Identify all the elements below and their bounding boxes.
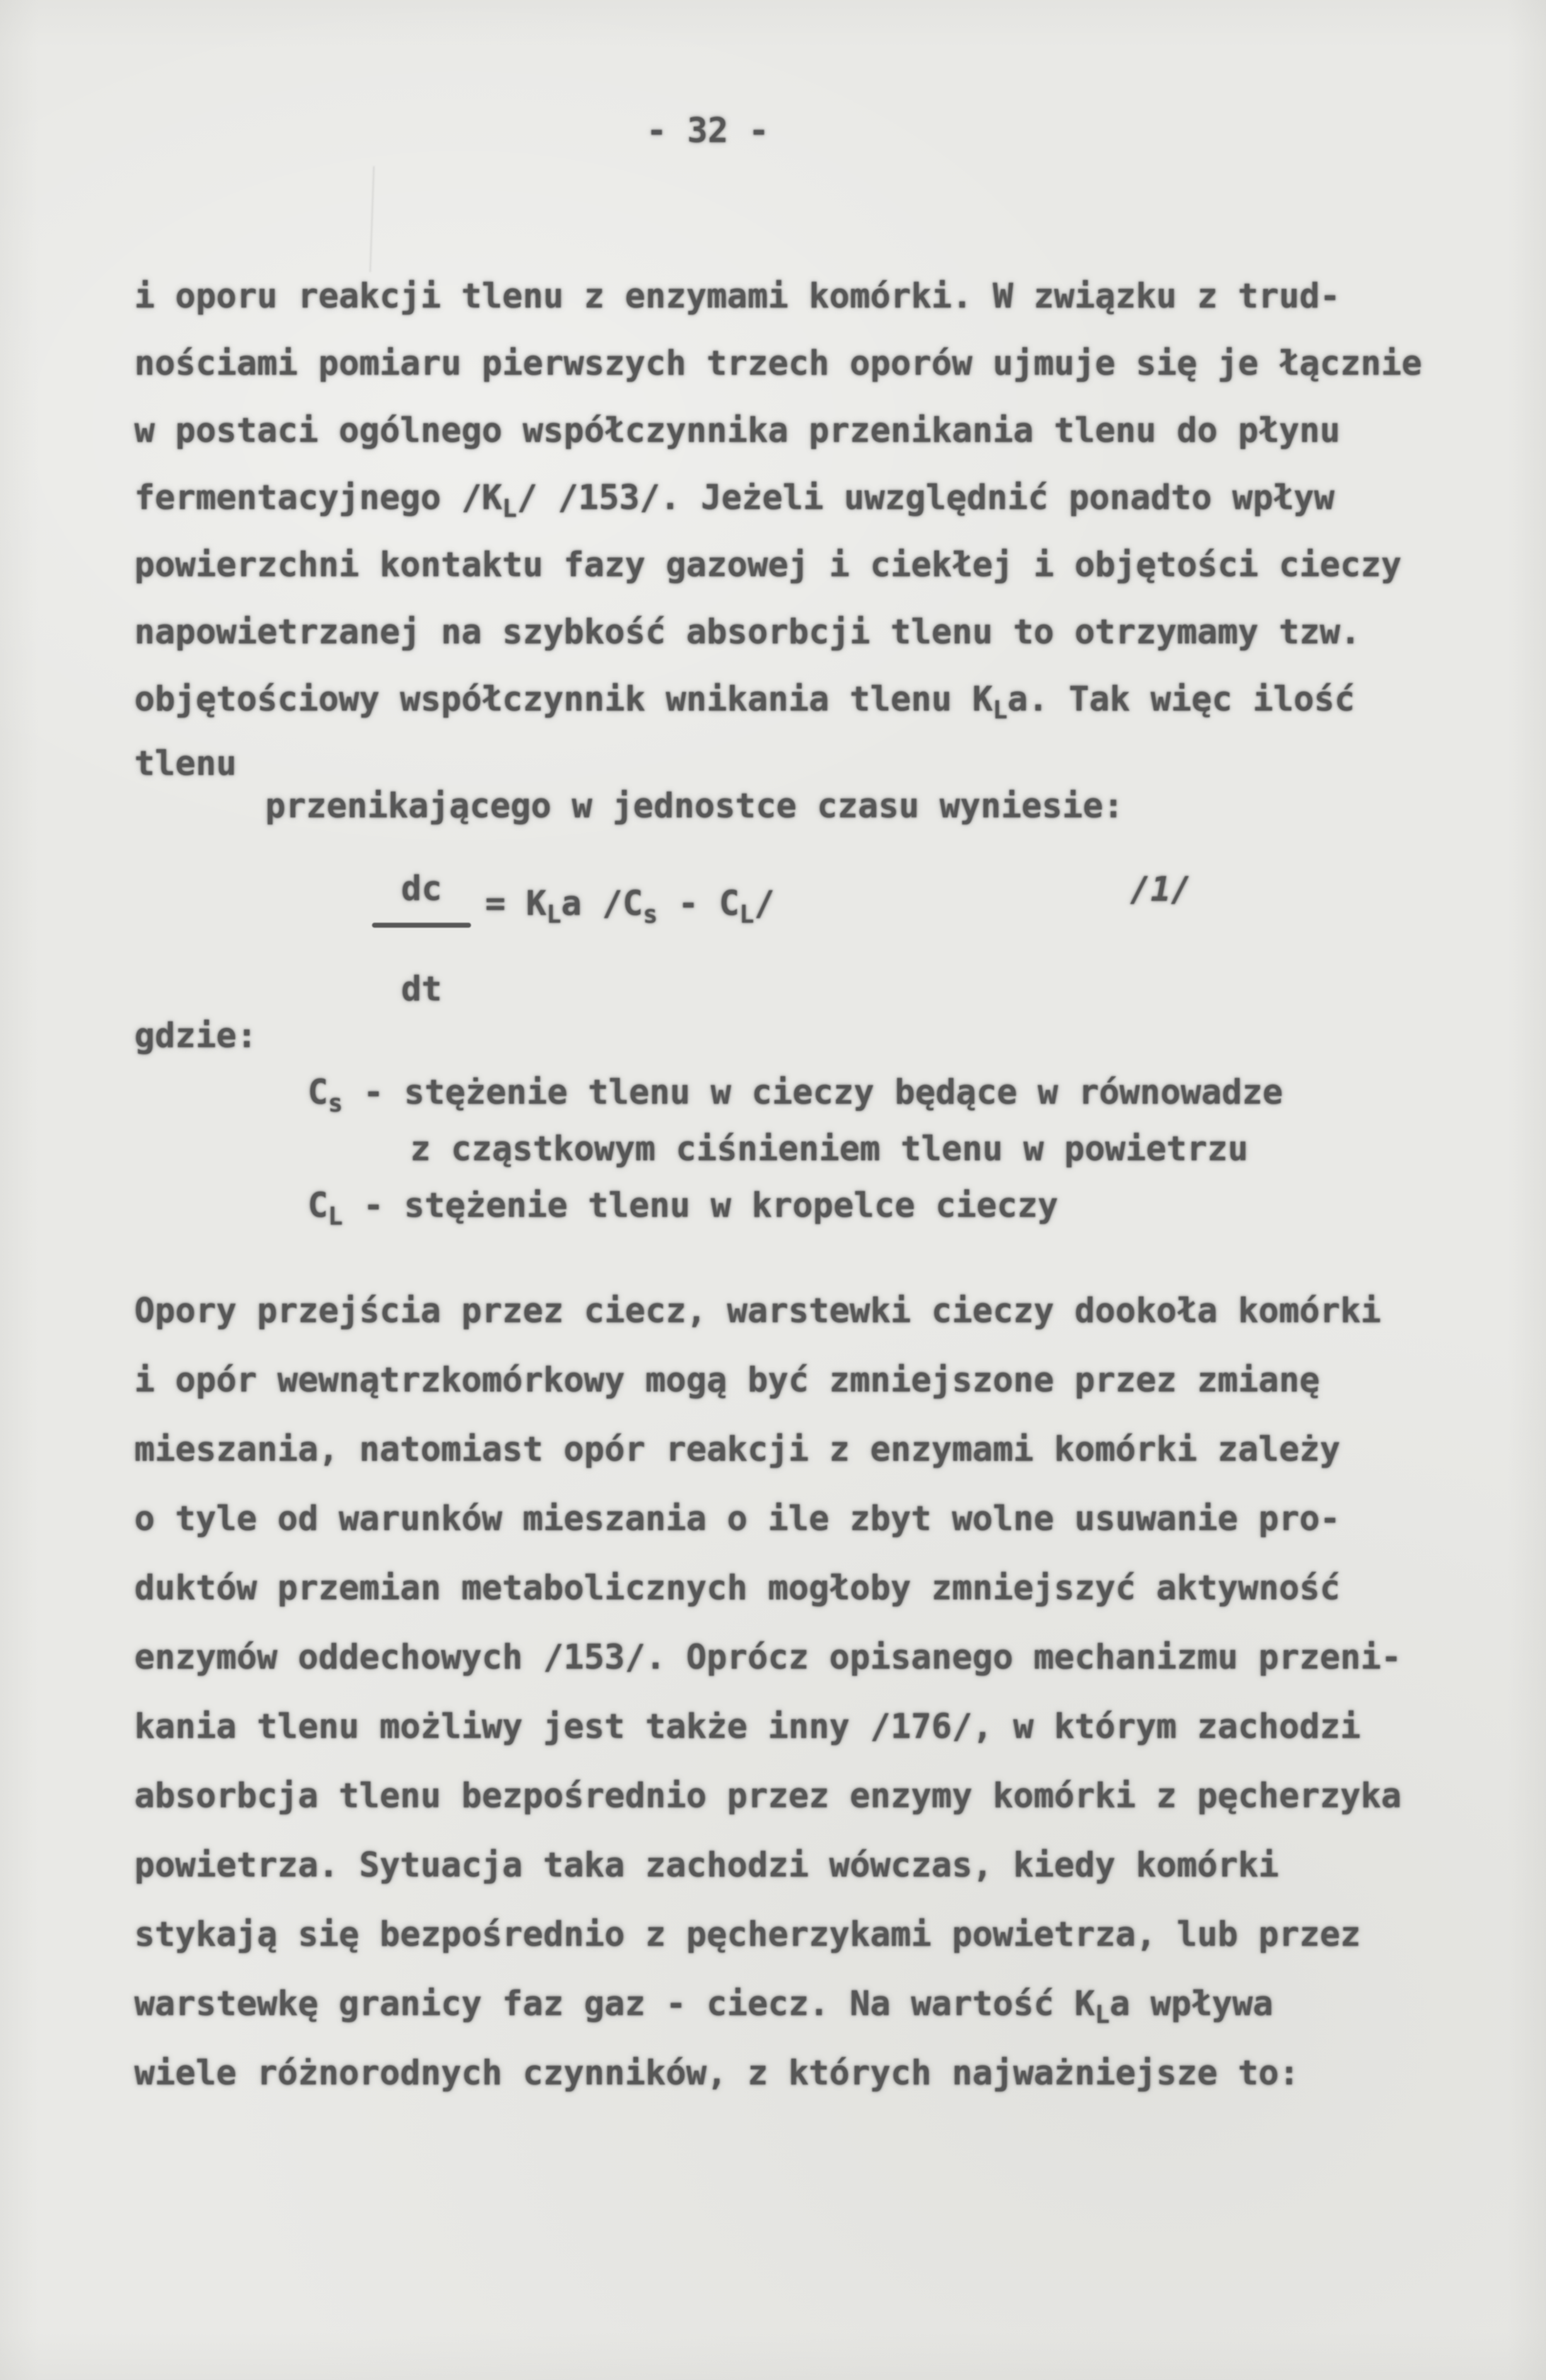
- page-number-label: - 32 -: [646, 111, 769, 151]
- equation-fraction: [372, 856, 471, 1023]
- raised-word: tlenu: [134, 744, 237, 783]
- body-line: i opór wewnątrzkomórkowy mogą być zmniejszone przez zmianę: [134, 1360, 1320, 1400]
- paragraph-1: [134, 263, 1489, 853]
- body-line: wiele różnorodnych czynników, z których najważniejsze to:: [134, 2053, 1300, 2093]
- equation-number: /1/: [1130, 870, 1192, 909]
- fraction-bar: [372, 923, 471, 928]
- body-line: enzymów oddechowych /153/. Oprócz opisanego mechanizmu przeni-: [134, 1638, 1402, 1677]
- equation-numerator: dc: [401, 869, 442, 909]
- body-line: mieszania, natomiast opór reakcji z enzymami komórki zależy: [134, 1430, 1341, 1469]
- body-line: absorbcja tlenu bezpośrednio przez enzymy komórki z pęcherzyka: [134, 1776, 1402, 1816]
- equation-denominator: dt: [401, 969, 442, 1009]
- equation-right-hand-side: = $K_La$ $/C_s - C_L/$: [485, 884, 775, 930]
- where-intro: gdzie:: [134, 1016, 257, 1056]
- body-line: w postaci ogólnego współczynnika przenikania tlenu do płynu: [134, 411, 1341, 450]
- body-line: o tyle od warunków mieszania o ile zbyt wolne usuwanie pro-: [134, 1499, 1341, 1539]
- body-line: i oporu reakcji tlenu z enzymami komórki. W związku z trud-: [134, 276, 1341, 316]
- body-line: powietrza. Sytuacja taka zachodzi wówczas, kiedy komórki: [134, 1845, 1279, 1885]
- definition-line: $C_s$ - stężenie tlenu w cieczy będące w równowadze: [308, 1073, 1284, 1119]
- body-line: powierzchni kontaktu fazy gazowej i ciekłej i objętości cieczy: [134, 545, 1402, 585]
- equation-1: [134, 856, 1489, 1025]
- line-continuation: przenikającego w jednostce czasu wyniesie:: [265, 786, 1124, 826]
- paragraph-2: [134, 1276, 1489, 2108]
- body-line: fermentacyjnego $/K_L/$ /153/. Jeżeli uwzględnić ponadto wpływ: [134, 478, 1335, 524]
- body-line: kania tlenu możliwy jest także inny /176/, w którym zachodzi: [134, 1707, 1361, 1746]
- body-line: Opory przejścia przez ciecz, warstewki cieczy dookoła komórki: [134, 1291, 1381, 1331]
- definition-line: $C_L$ - stężenie tlenu w kropelce cieczy: [308, 1186, 1059, 1232]
- body-line: stykają się bezpośrednio z pęcherzykami powietrza, lub przez: [134, 1915, 1361, 1954]
- body-line: warstewkę granicy faz gaz - ciecz. Na wartość $K_La$ wpływa: [134, 1984, 1274, 2030]
- page-number: [0, 106, 1546, 156]
- body-line: nościami pomiaru pierwszych trzech oporów ujmuje się je łącznie: [134, 344, 1422, 383]
- body-line: objętościowy współczynnik wnikania tlenu $K_La$. Tak więc ilość: [134, 679, 1355, 725]
- body-line: napowietrzanej na szybkość absorbcji tlenu to otrzymamy tzw.: [134, 612, 1361, 652]
- body-line: duktów przemian metabolicznych mogłoby zmniejszyć aktywność: [134, 1568, 1341, 1608]
- body-line-with-raised-word: [134, 733, 1489, 853]
- definition-continuation: z cząstkowym ciśnieniem tlenu w powietrzu: [410, 1129, 1248, 1169]
- symbol-definitions: [134, 1008, 1489, 1234]
